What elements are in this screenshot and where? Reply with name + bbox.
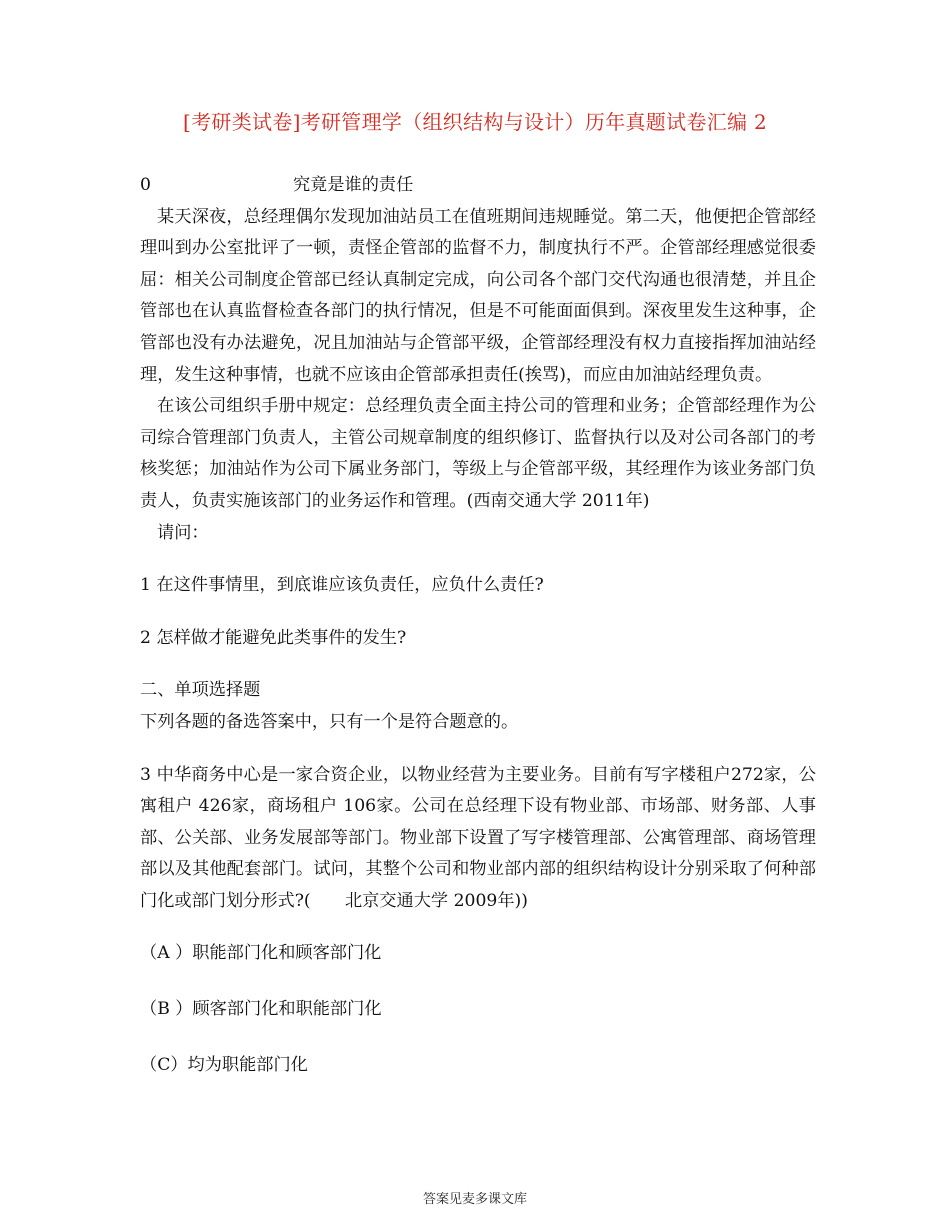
section-heading: 二、单项选择题	[140, 680, 261, 701]
case-heading: 究竟是谁的责任	[292, 175, 414, 195]
question-text: 在这件事情里，到底谁应该负责任，应负什么责任?	[156, 575, 544, 596]
question-number: 2	[140, 627, 151, 648]
case-paragraph-2: 在该公司组织手册中规定：总经理负责全面主持公司的管理和业务；企管部经理作为公司综合管理部门负责人，主管公司规章制度的组织修订、监督执行以及对公司各部门的考核奖惩；加油站作为公司下属业务部门，等级上与企管部平级，其经理作为该业务部门负责人，负责实施该部门的业务运作和管理。(西南交通大学 2011年)	[140, 396, 816, 511]
case-number: 0	[140, 175, 151, 195]
document-body	[140, 170, 816, 1105]
question-text: 怎样做才能避免此类事件的发生?	[156, 627, 407, 648]
case-paragraph-1: 某天深夜，总经理偶尔发现加油站员工在值班期间违规睡觉。第二天，他便把企管部经理叫到办公室批评了一顿，责怪企管部的监督不力，制度执行不严。企管部经理感觉很委屈：相关公司制度企管部已经认真制定完成，向公司各个部门交代沟通也很清楚，并且企管部也在认真监督检查各部门的执行情况，但是不可能面面俱到。深夜里发生这种事，企管部也没有办法避免，况且加油站与企管部平级，企管部经理没有权力直接指挥加油站经理，发生这种事情，也就不应该由企管部承担责任(挨骂)，而应由加油站经理负责。	[140, 206, 816, 385]
case-heading-row	[140, 170, 816, 202]
question-text: 中华商务中心是一家合资企业，以物业经营为主要业务。目前有写字楼租户272家，公寓租户 426家，商场租户 106家。公司在总经理下设有物业部、市场部、财务部、人事部、公关部、业务发展部等部门。物业部下设置了写字楼管理部、公寓管理部、商场管理部以及其他配套部门。试问，其整个公司和物业部内部的组织结构设计分别采取了何种部门化或部门划分形式?( 北京交通大学 2009年))	[140, 764, 816, 911]
question-1	[140, 570, 816, 602]
document-title: [考研类试卷]考研管理学（组织结构与设计）历年真题试卷汇编 2	[183, 110, 767, 134]
section-instruction: 下列各题的备选答案中，只有一个是符合题意的。	[140, 711, 519, 732]
question-3	[140, 760, 816, 918]
question-2	[140, 623, 816, 655]
option-a: （A ）职能部门化和顾客部门化	[140, 943, 382, 964]
question-number: 3	[140, 764, 151, 785]
option-b: （B ）顾客部门化和职能部门化	[140, 999, 382, 1020]
case-ask: 请问：	[157, 522, 209, 543]
question-number: 1	[140, 575, 151, 596]
page-footer: 答案见麦多课文库	[422, 1192, 527, 1207]
option-c: （C）均为职能部门化	[140, 1054, 308, 1075]
